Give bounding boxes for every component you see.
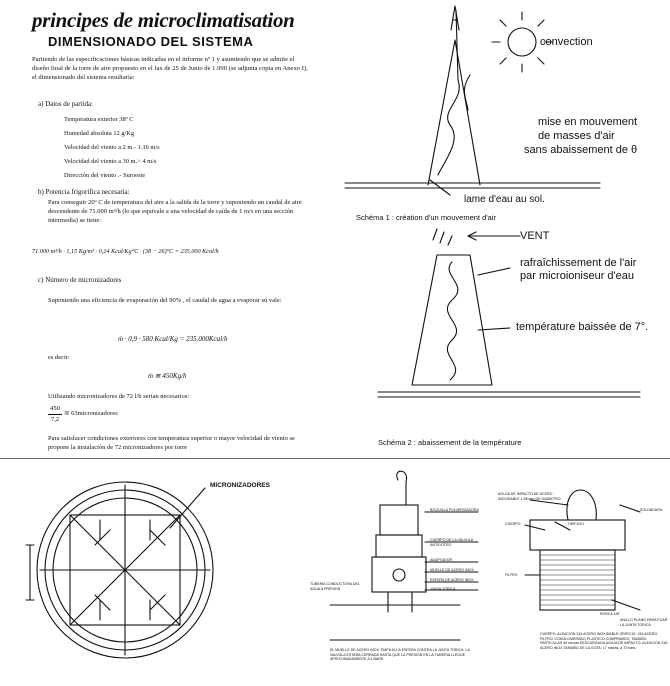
valve-label: MUELLE DE ACERO INOX. bbox=[430, 568, 475, 572]
nozzle-label: ANILLO PLANO PARA FIJAR LA JUNTA TORICA bbox=[620, 618, 668, 627]
nozzle-drawing bbox=[525, 490, 640, 610]
section-c-heading: c) Número de micronizadores bbox=[38, 276, 122, 284]
valve-label: JUNTA TORICA bbox=[430, 587, 456, 591]
valve-label: ADAPTADOR bbox=[430, 558, 453, 562]
fraction-result: ≅ 63micronizadores bbox=[64, 410, 118, 417]
page-title: principes de microclimatisation bbox=[32, 8, 295, 32]
label-leader bbox=[478, 268, 510, 275]
fraction-numerator: 450 bbox=[50, 405, 60, 412]
rafraichissement-label: rafraîchissement de l'air bbox=[520, 257, 637, 269]
datum-item: Velocidad del viento a 2 m.- 1.16 m/s bbox=[64, 144, 160, 151]
microioniseur-label: par microioniseur d'eau bbox=[520, 270, 634, 282]
closing-text: Para satisfacer condiciones exteriores con temperatura superior o mayor velocidad de viento se propone la instalación de 72 micronizadores por torre bbox=[48, 435, 295, 451]
section-b-heading: b) Potencia frigorífica necesaria: bbox=[38, 188, 130, 196]
datum-item: Dirección del viento .- Suroeste bbox=[64, 172, 146, 179]
nozzle-note: CUERPO: ALEACION 316 ACERO INOXIDABLE ORIFICIO: 316 ACERO FILTRO: CONGLOMERADO PLASTICO COMPRIMIDO, TAMAÑO PARTICULAS 40 micras DESCARGADA AGUJA DE IMPACTO: ALEACION 316 ACERO INOX TAMAÑO DE LA GOTA: 17 micras, a 70 bars. bbox=[540, 632, 668, 650]
valve-label: BOQUILLA PULVERIZADORA bbox=[430, 508, 479, 512]
valve-note: EL MUELLE DE ACERO INOX. EMPUJA LA ESFERA CONTRA LA JUNTA TORICA. LA VALVULA ESTARA CERRADA HASTA QUE LA PRESION EN LA TUBERIA LLEGUE APROXIMADAMENTE A 4 BARS. bbox=[330, 648, 470, 661]
nozzle-label: ROSCA 1/8" bbox=[600, 612, 620, 616]
mise-label: mise en mouvement bbox=[538, 116, 638, 128]
sans-label: sans abaissement de θ bbox=[524, 144, 638, 156]
masses-label: de masses d'air bbox=[538, 130, 615, 142]
valve-label: TUBERIA CONDUCTORA DEL AGUA A PRESION bbox=[310, 582, 360, 591]
equation-power: 71.000 m³/h · 1,15 Kg/m³ · 0,24 Kcal/Kg°C · (38 − 26)°C = 235.000 Kcal/h bbox=[32, 248, 219, 255]
temperature-label: température baissée de 7°. bbox=[516, 321, 649, 333]
equation-flow: ṁ · 0,9 · 580 Kcal/Kg = 235.000Kcal/h bbox=[118, 335, 228, 343]
valve-label: CUERPO DE LA VALVULA ANTIGOTEO bbox=[430, 538, 474, 547]
datum-item: Temperatura exterior 38º C bbox=[64, 116, 134, 123]
micronizadores-label: MICRONIZADORES bbox=[210, 482, 270, 489]
lame-label: lame d'eau au sol. bbox=[464, 194, 545, 205]
convection-label: convection bbox=[540, 36, 593, 48]
vent-label: VENT bbox=[520, 230, 550, 242]
es-decir-label: es decir: bbox=[48, 354, 70, 361]
fraction-denominator: 7,2 bbox=[50, 416, 60, 423]
section-divider bbox=[0, 458, 670, 459]
schema2-tower bbox=[412, 229, 520, 385]
nozzle-label: AGUJA DE IMPACTO DE ACERO INOXIDABLE 1,58 mm DE DIAMETRO bbox=[498, 492, 561, 501]
section-title: DIMENSIONADO DEL SISTEMA bbox=[48, 34, 254, 49]
utilizando-text: Utilizando micronizadores de 72 l/h serían necesarios: bbox=[48, 393, 190, 400]
schema1-tower bbox=[428, 6, 480, 185]
section-c-text: Suponiendo una eficiencia de evaporación del 90% , el caudal de agua a evaporar sú vale: bbox=[48, 297, 282, 304]
nozzle-label: SOLDADURA bbox=[640, 508, 663, 512]
datum-item: Velocidad del viento a 30 m.> 4 m/s bbox=[64, 158, 157, 165]
section-a-heading: a) Datos de partida: bbox=[38, 100, 94, 108]
nozzle-label: CUERPO bbox=[505, 522, 521, 526]
wind-arrow bbox=[468, 232, 520, 240]
micronizer-plan bbox=[26, 482, 213, 658]
valve-label: ESFERA DE ACERO INOX. bbox=[430, 578, 475, 582]
datum-item: Humedad absoluta 12 g/Kg bbox=[64, 130, 135, 137]
nozzle-label: ORIFICIO bbox=[568, 522, 584, 526]
ground-lines-2 bbox=[378, 392, 640, 397]
equation-mass: ṁ ≅ 450Kg/h bbox=[148, 372, 187, 380]
intro-paragraph: Partiendo de las especificaciones básicas indicadas en el informe nº 1 y asumiendo que se admite el diseño final de la torre de aire propuesto en el fax de 25 de Junio de 1.990 (se adjunta copia en Anexo I), el dimensionado del sistema resultaría: bbox=[32, 56, 308, 81]
schema2-caption: Schéma 2 : abaissement de la température bbox=[378, 438, 522, 447]
nozzle-label: FILTRO bbox=[505, 573, 518, 577]
schema1-caption: Schéma 1 : création d'un mouvement d'air bbox=[356, 213, 497, 222]
valve-drawing bbox=[330, 471, 478, 640]
section-b-text: Para conseguir 20º C de temperatura del aire a la salida de la torre y suponiendo un caudal de aire descendente de 71.000 m³/h (lo que equivale a una velocidad de caída de 1 m/s en una sección intermedia) se tiene: bbox=[48, 199, 302, 224]
ground-lines-1 bbox=[345, 183, 600, 188]
